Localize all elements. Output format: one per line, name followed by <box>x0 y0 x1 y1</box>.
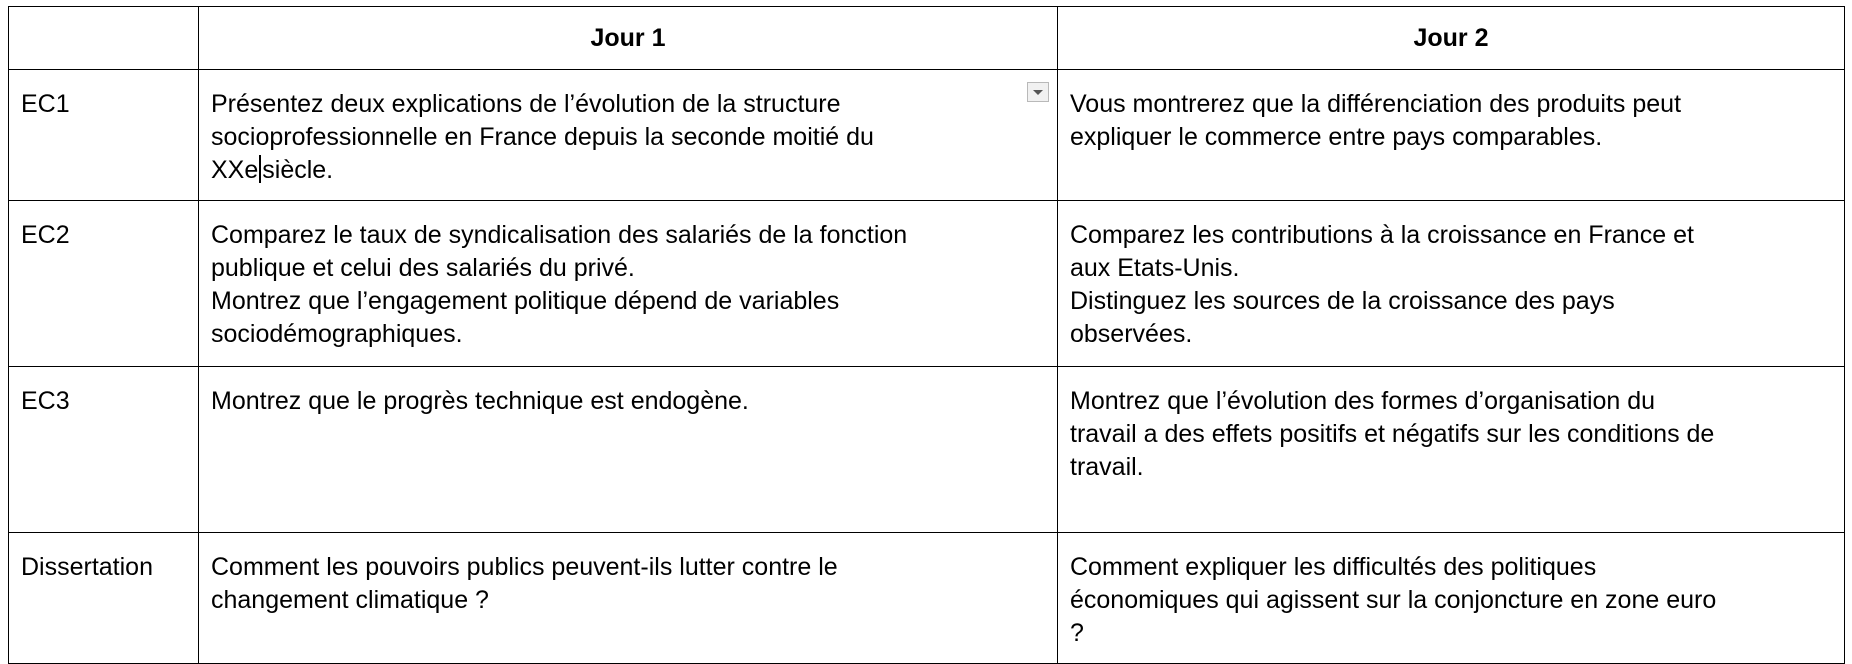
cell-ec2-day2[interactable] <box>1058 201 1845 367</box>
row-label-ec1[interactable]: EC1 <box>9 70 199 201</box>
cell-ec1-day2[interactable] <box>1058 70 1845 201</box>
cell-text-line: observées. <box>1070 320 1193 348</box>
row-label-ec2[interactable]: EC2 <box>9 201 199 367</box>
cell-text-line: Montrez que l’évolution des formes d’organisation du <box>1070 387 1656 415</box>
header-day1[interactable]: Jour 1 <box>199 7 1058 70</box>
cell-text-line: ? <box>1070 619 1084 647</box>
cell-dissertation-day2[interactable] <box>1058 533 1845 664</box>
cell-ec1-day1[interactable] <box>199 70 1058 201</box>
text-cursor <box>259 155 261 183</box>
exam-topics-table <box>8 6 1845 664</box>
cell-text-line: Comparez les contributions à la croissance en France et <box>1070 221 1694 249</box>
cell-dissertation-day1[interactable] <box>199 533 1058 664</box>
cell-ec3-day2[interactable] <box>1058 367 1845 533</box>
cell-text-fragment: XXe <box>211 156 259 184</box>
row-label-dissertation[interactable]: Dissertation <box>9 533 199 664</box>
table-row-dissertation <box>9 533 1845 664</box>
cell-text-line: changement climatique ? <box>211 586 489 614</box>
header-corner-cell[interactable] <box>9 7 199 70</box>
cell-text-line: Comment expliquer les difficultés des politiques <box>1070 553 1597 581</box>
cell-text-line-with-cursor <box>211 154 1045 187</box>
cell-text-line: Montrez que l’engagement politique dépend de variables <box>211 287 840 315</box>
table-row-ec2 <box>9 201 1845 367</box>
cell-text-line: socioprofessionnelle en France depuis la seconde moitié du <box>211 123 874 151</box>
cell-text-line: Comparez le taux de syndicalisation des salariés de la fonction <box>211 221 908 249</box>
cell-text-line: Distinguez les sources de la croissance des pays <box>1070 287 1615 315</box>
cell-text-line: sociodémographiques. <box>211 320 463 348</box>
cell-text-line: publique et celui des salariés du privé. <box>211 254 635 282</box>
cell-text-line: Montrez que le progrès technique est endogène. <box>211 387 749 415</box>
cell-text-fragment: siècle. <box>262 156 334 184</box>
cell-text-line: travail. <box>1070 453 1144 481</box>
header-day2[interactable]: Jour 2 <box>1058 7 1845 70</box>
cell-ec3-day1[interactable] <box>199 367 1058 533</box>
cell-text-line: Présentez deux explications de l’évolution de la structure <box>211 90 841 118</box>
table-row-ec1 <box>9 70 1845 201</box>
cell-text-line: Vous montrerez que la différenciation des produits peut <box>1070 90 1682 118</box>
cell-text-line: aux Etats-Unis. <box>1070 254 1240 282</box>
cell-text-line: expliquer le commerce entre pays comparables. <box>1070 123 1603 151</box>
cell-text-line: économiques qui agissent sur la conjoncture en zone euro <box>1070 586 1717 614</box>
row-label-ec3[interactable]: EC3 <box>9 367 199 533</box>
table-row-ec3 <box>9 367 1845 533</box>
cell-text-line: travail a des effets positifs et négatifs sur les conditions de <box>1070 420 1715 448</box>
cell-text-line: Comment les pouvoirs publics peuvent-ils lutter contre le <box>211 553 838 581</box>
cell-dropdown-arrow-icon[interactable] <box>1027 82 1049 102</box>
cell-ec2-day1[interactable] <box>199 201 1058 367</box>
header-row <box>9 7 1845 70</box>
